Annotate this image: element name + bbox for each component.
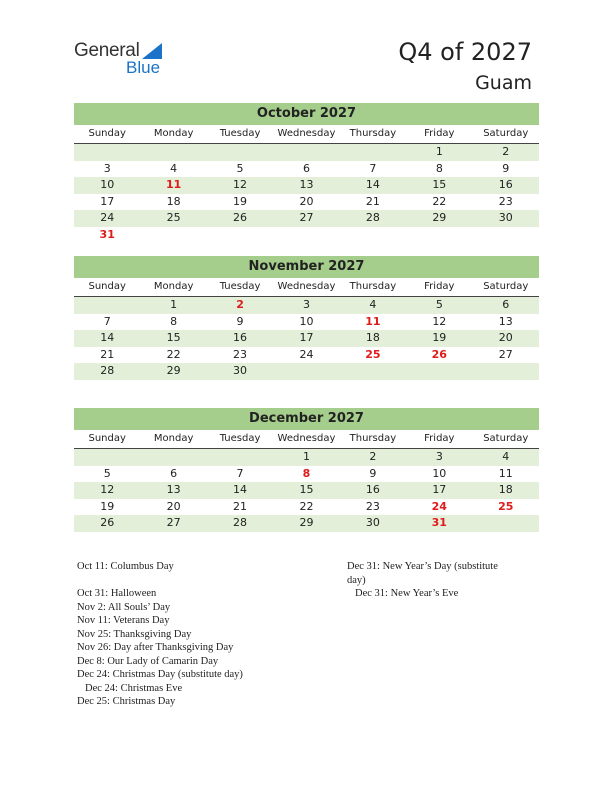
day-cell: 10 — [299, 314, 314, 328]
weekday-label: Friday — [424, 433, 455, 444]
holiday-note: Nov 11: Veterans Day — [77, 615, 170, 626]
weekday-label: Friday — [424, 128, 455, 139]
day-cell: 8 — [435, 161, 443, 175]
weekday-header-row — [74, 125, 539, 144]
day-cell — [273, 363, 339, 380]
day-cell: 6 — [302, 161, 310, 175]
day-cell: 20 — [166, 499, 181, 513]
day-cell: 26 — [100, 516, 115, 529]
weekday-label: Friday — [424, 281, 455, 292]
day-cell: 28 — [100, 364, 115, 377]
day-cell: 18 — [498, 483, 513, 496]
day-cell — [473, 515, 539, 532]
weekday-label: Monday — [153, 128, 194, 139]
day-cell — [473, 227, 539, 244]
weekday-label: Monday — [153, 433, 194, 444]
weekday-label: Thursday — [349, 281, 397, 292]
day-cell: 20 — [498, 331, 513, 344]
day-cell — [140, 144, 206, 161]
week-row — [74, 347, 539, 364]
week-row — [74, 482, 539, 499]
day-cell: 28 — [233, 516, 248, 529]
weekday-label: Thursday — [349, 433, 397, 444]
day-cell: 7 — [236, 466, 244, 480]
day-cell: 21 — [365, 194, 380, 208]
weekday-header-row — [74, 278, 539, 297]
weekday-label: Wednesday — [277, 433, 336, 444]
day-cell — [340, 363, 406, 380]
day-cell: 20 — [299, 194, 314, 208]
day-cell: 24 — [431, 499, 447, 513]
holiday-note: Dec 25: Christmas Day — [77, 696, 176, 707]
month-december — [74, 408, 539, 532]
month-title: November 2027 — [74, 256, 539, 278]
logo-general-text: General — [74, 40, 140, 61]
day-cell: 16 — [233, 331, 248, 344]
day-cell: 1 — [435, 145, 443, 158]
day-cell: 24 — [100, 211, 115, 224]
day-cell: 1 — [302, 450, 310, 463]
day-cell: 2 — [369, 450, 377, 463]
day-cell: 10 — [432, 466, 447, 480]
week-row — [74, 330, 539, 347]
weekday-header-row — [74, 430, 539, 449]
month-title: December 2027 — [74, 408, 539, 430]
day-cell: 14 — [100, 331, 115, 344]
day-cell: 18 — [365, 331, 380, 344]
day-cell: 8 — [302, 466, 311, 480]
day-cell: 17 — [432, 483, 447, 496]
day-cell: 16 — [498, 178, 513, 191]
day-cell: 31 — [99, 227, 115, 241]
day-cell: 26 — [233, 211, 248, 224]
holiday-note: Dec 31: New Year’s Day (substitute day) — [347, 561, 498, 586]
day-cell: 2 — [236, 298, 244, 311]
week-row — [74, 363, 539, 380]
day-cell: 8 — [170, 314, 178, 328]
day-cell: 13 — [299, 178, 314, 191]
day-cell — [406, 363, 472, 380]
day-cell: 16 — [365, 483, 380, 496]
holiday-note: Dec 24: Christmas Day (substitute day) — [77, 669, 243, 680]
week-row — [74, 161, 539, 178]
day-cell: 19 — [233, 194, 248, 208]
week-row — [74, 194, 539, 211]
day-cell — [340, 144, 406, 161]
day-cell: 10 — [100, 178, 115, 191]
day-cell — [207, 449, 273, 466]
day-cell: 12 — [432, 314, 447, 328]
region-label: Guam — [475, 72, 532, 94]
day-cell: 30 — [498, 211, 513, 224]
day-cell: 11 — [498, 466, 513, 480]
day-cell: 12 — [100, 483, 115, 496]
weekday-label: Wednesday — [277, 128, 336, 139]
weekday-label: Tuesday — [219, 433, 261, 444]
day-cell: 6 — [502, 298, 510, 311]
weekday-label: Sunday — [88, 128, 126, 139]
holiday-note: Nov 26: Day after Thanksgiving Day — [77, 642, 234, 653]
day-cell: 14 — [365, 178, 380, 191]
day-cell: 4 — [170, 161, 178, 175]
day-cell: 23 — [365, 499, 380, 513]
holiday-note: Dec 31: New Year’s Eve — [355, 588, 459, 599]
week-row — [74, 177, 539, 194]
weekday-label: Tuesday — [219, 281, 261, 292]
day-cell: 7 — [103, 314, 111, 328]
day-cell: 15 — [432, 178, 447, 191]
day-cell: 22 — [166, 347, 181, 361]
week-row — [74, 144, 539, 161]
week-row — [74, 466, 539, 483]
day-cell: 4 — [369, 298, 377, 311]
day-cell: 30 — [233, 364, 248, 377]
day-cell — [340, 227, 406, 244]
weekday-label: Thursday — [349, 128, 397, 139]
day-cell: 2 — [502, 145, 510, 158]
week-row — [74, 210, 539, 227]
day-cell: 19 — [432, 331, 447, 344]
month-title: October 2027 — [74, 103, 539, 125]
logo — [74, 40, 161, 77]
weekday-label: Saturday — [483, 281, 529, 292]
day-cell: 28 — [365, 211, 380, 224]
holiday-notes-left — [77, 560, 327, 709]
day-cell — [140, 449, 206, 466]
day-cell: 9 — [502, 161, 510, 175]
day-cell: 29 — [299, 516, 314, 529]
day-cell — [74, 449, 140, 466]
week-row — [74, 449, 539, 466]
day-cell: 5 — [103, 466, 111, 480]
day-cell: 18 — [166, 194, 181, 208]
day-cell — [74, 144, 140, 161]
holiday-note: Nov 2: All Souls’ Day — [77, 601, 171, 613]
day-cell: 25 — [498, 499, 514, 513]
day-cell: 17 — [100, 194, 115, 208]
day-cell: 17 — [299, 331, 314, 344]
day-cell: 22 — [299, 499, 314, 513]
logo-blue-text: Blue — [126, 58, 161, 77]
day-cell: 5 — [236, 161, 244, 175]
day-cell: 3 — [103, 161, 111, 175]
weekday-label: Saturday — [483, 128, 529, 139]
day-cell — [207, 144, 273, 161]
day-cell: 13 — [166, 483, 181, 496]
day-cell — [273, 227, 339, 244]
day-cell: 12 — [233, 178, 248, 191]
day-cell: 26 — [431, 347, 447, 361]
day-cell: 7 — [369, 161, 377, 175]
day-cell: 9 — [236, 314, 244, 328]
weekday-label: Sunday — [88, 281, 126, 292]
day-cell: 4 — [502, 450, 510, 463]
day-cell: 29 — [432, 211, 447, 224]
day-cell: 21 — [233, 499, 248, 513]
day-cell — [273, 144, 339, 161]
day-cell: 29 — [166, 364, 181, 377]
day-cell: 1 — [170, 298, 178, 311]
day-cell: 27 — [166, 516, 181, 529]
day-cell: 14 — [233, 483, 248, 496]
day-cell — [473, 363, 539, 380]
day-cell: 9 — [369, 466, 377, 480]
day-cell: 24 — [299, 347, 314, 361]
week-row — [74, 314, 539, 331]
day-cell: 19 — [100, 499, 115, 513]
holiday-note: Oct 11: Columbus Day — [77, 561, 174, 572]
week-row — [74, 227, 539, 244]
day-cell: 27 — [498, 347, 513, 361]
day-cell: 30 — [365, 516, 380, 529]
day-cell — [207, 227, 273, 244]
day-cell: 3 — [435, 450, 443, 463]
day-cell: 15 — [299, 483, 314, 496]
month-november — [74, 256, 539, 380]
day-cell: 11 — [165, 178, 182, 191]
day-cell: 27 — [299, 211, 314, 224]
weekday-label: Sunday — [88, 433, 126, 444]
weekday-label: Wednesday — [277, 281, 336, 292]
holiday-note: Oct 31: Halloween — [77, 588, 157, 599]
page-title: Q4 of 2027 — [398, 38, 532, 66]
day-cell: 5 — [435, 298, 443, 311]
day-cell — [406, 227, 472, 244]
day-cell: 23 — [233, 347, 248, 361]
day-cell: 21 — [100, 347, 115, 361]
holiday-note: Dec 24: Christmas Eve — [85, 682, 183, 694]
day-cell — [74, 297, 140, 314]
day-cell: 22 — [432, 194, 447, 208]
day-cell — [140, 227, 206, 244]
day-cell: 31 — [431, 516, 447, 529]
holiday-note — [77, 574, 327, 588]
holiday-notes-right — [347, 560, 527, 601]
month-october — [74, 103, 539, 243]
day-cell: 25 — [166, 211, 181, 224]
weekday-label: Monday — [153, 281, 194, 292]
day-cell: 3 — [302, 298, 310, 311]
day-cell: 25 — [365, 347, 381, 361]
week-row — [74, 499, 539, 516]
day-cell: 23 — [498, 194, 513, 208]
holiday-note: Nov 25: Thanksgiving Day — [77, 628, 192, 640]
week-row — [74, 297, 539, 314]
weekday-label: Saturday — [483, 433, 529, 444]
logo-triangle-icon — [142, 43, 162, 59]
day-cell: 15 — [166, 331, 181, 344]
week-row — [74, 515, 539, 532]
day-cell: 6 — [170, 466, 178, 480]
day-cell: 11 — [365, 314, 381, 328]
holiday-note: Dec 8: Our Lady of Camarin Day — [77, 655, 219, 667]
weekday-label: Tuesday — [219, 128, 261, 139]
day-cell: 13 — [498, 314, 513, 328]
